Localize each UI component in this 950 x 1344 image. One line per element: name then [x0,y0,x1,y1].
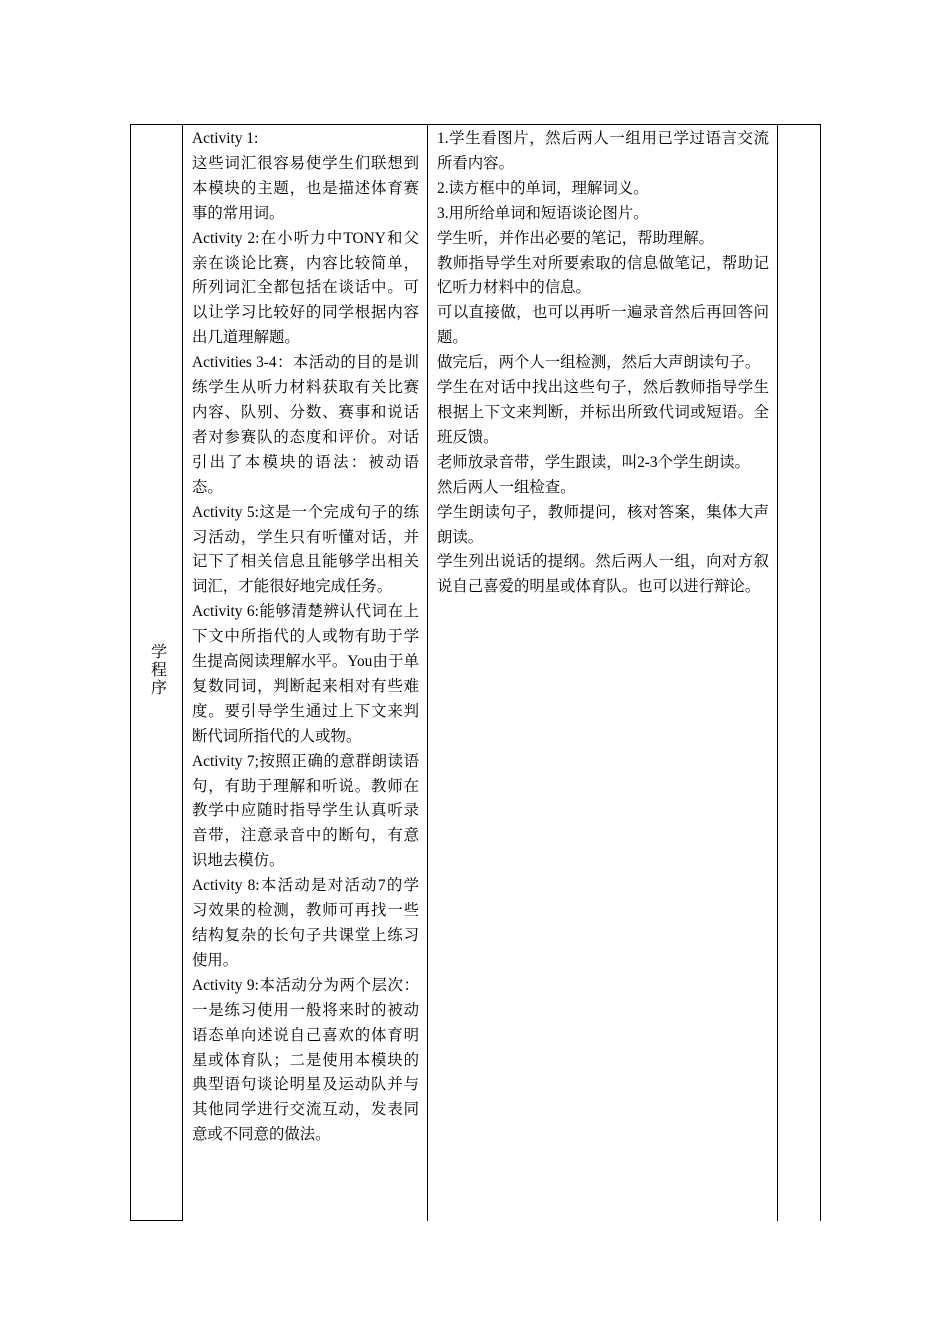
student-activity-paragraph: 1.学生看图片，然后两人一组用已学过语言交流所看内容。 [437,130,769,172]
lesson-plan-table [130,124,821,1221]
empty-notes-cell [778,125,821,1221]
row-label: 学程序 [148,643,166,697]
row-label-cell [131,125,183,1221]
empty-notes-text [778,125,820,127]
activity-paragraph: Activity 1: [192,130,259,147]
student-activity-paragraph: 学生听，并作出必要的笔记，帮助理解。 [437,229,715,247]
activity-paragraph: Activity 2:在小听力中TONY和父亲在谈论比赛，内容比较简单，所列词汇全都包括在谈话中。可以让学习比较好的同学根据内容出几道理解题。 [192,229,419,347]
activity-paragraph: Activity 7;按照正确的意群朗读语句，有助于理解和听说。教师在教学中应随时指导学生认真听录音带，注意录音中的断句，有意识地去模仿。 [192,752,419,870]
student-activity-paragraph: 教师指导学生对所要索取的信息做笔记，帮助记忆听力材料中的信息。 [437,254,769,297]
activity-paragraph: Activities 3-4：本活动的目的是训练学生从听力材料获取有关比赛内容、队别、分数、赛事和说话者对参赛队的态度和评价。对话引出了本模块的语法：被动语态。 [192,354,419,496]
student-activity-paragraph: 3.用所给单词和短语谈论图片。 [437,204,649,222]
student-activity-paragraph: 然后两人一组检查。 [437,478,576,496]
activity-paragraph: Activity 9:本活动分为两个层次：一是练习使用一般将来时的被动语态单向述说自己喜欢的体育明星或体育队；二是使用本模块的典型语句谈论明星及运动队并与其他同学进行交流互动，发表同意或不同意的做法。 [192,976,419,1144]
student-activity-paragraph: 老师放录音带，学生跟读，叫2-3个学生朗读。 [437,453,750,471]
student-activity-paragraph: 2.读方框中的单词，理解词义。 [437,179,649,197]
student-activity-paragraph: 做完后，两个人一组检测，然后大声朗读句子。 [437,354,761,372]
student-activity-paragraph: 学生列出说话的提纲。然后两人一组，向对方叙说自己喜爱的明星或体育队。也可以进行辩论。 [437,553,769,596]
student-activities-cell [428,125,778,1221]
activities-cell [183,125,428,1221]
activity-paragraph: Activity 5:这是一个完成句子的练习活动，学生只有听懂对话，并记下了相关信息且能够学出相关词汇，才能很好地完成任务。 [192,503,419,596]
student-activity-paragraph: 学生朗读句子，教师提问，核对答案，集体大声朗读。 [437,503,769,546]
activity-paragraph: Activity 6:能够清楚辨认代词在上下文中所指代的人或物有助于学生提高阅读理解水平。You由于单复数同词，判断起来相对有些难度。要引导学生通过上下文来判断代词所指代的人或物。 [192,603,419,745]
student-activity-paragraph: 学生在对话中找出这些句子，然后教师指导学生根据上下文来判断，并标出所致代词或短语。全班反馈。 [437,379,769,446]
table-row [131,125,821,1221]
activity-paragraph: Activity 8:本活动是对活动7的学习效果的检测，教师可再找一些结构复杂的长句子共课堂上练习使用。 [192,877,419,969]
student-activity-paragraph: 可以直接做，也可以再听一遍录音然后再回答问题。 [437,304,769,347]
activity-paragraph: 这些词汇很容易使学生们联想到本模块的主题，也是描述体育赛事的常用词。 [192,154,419,222]
